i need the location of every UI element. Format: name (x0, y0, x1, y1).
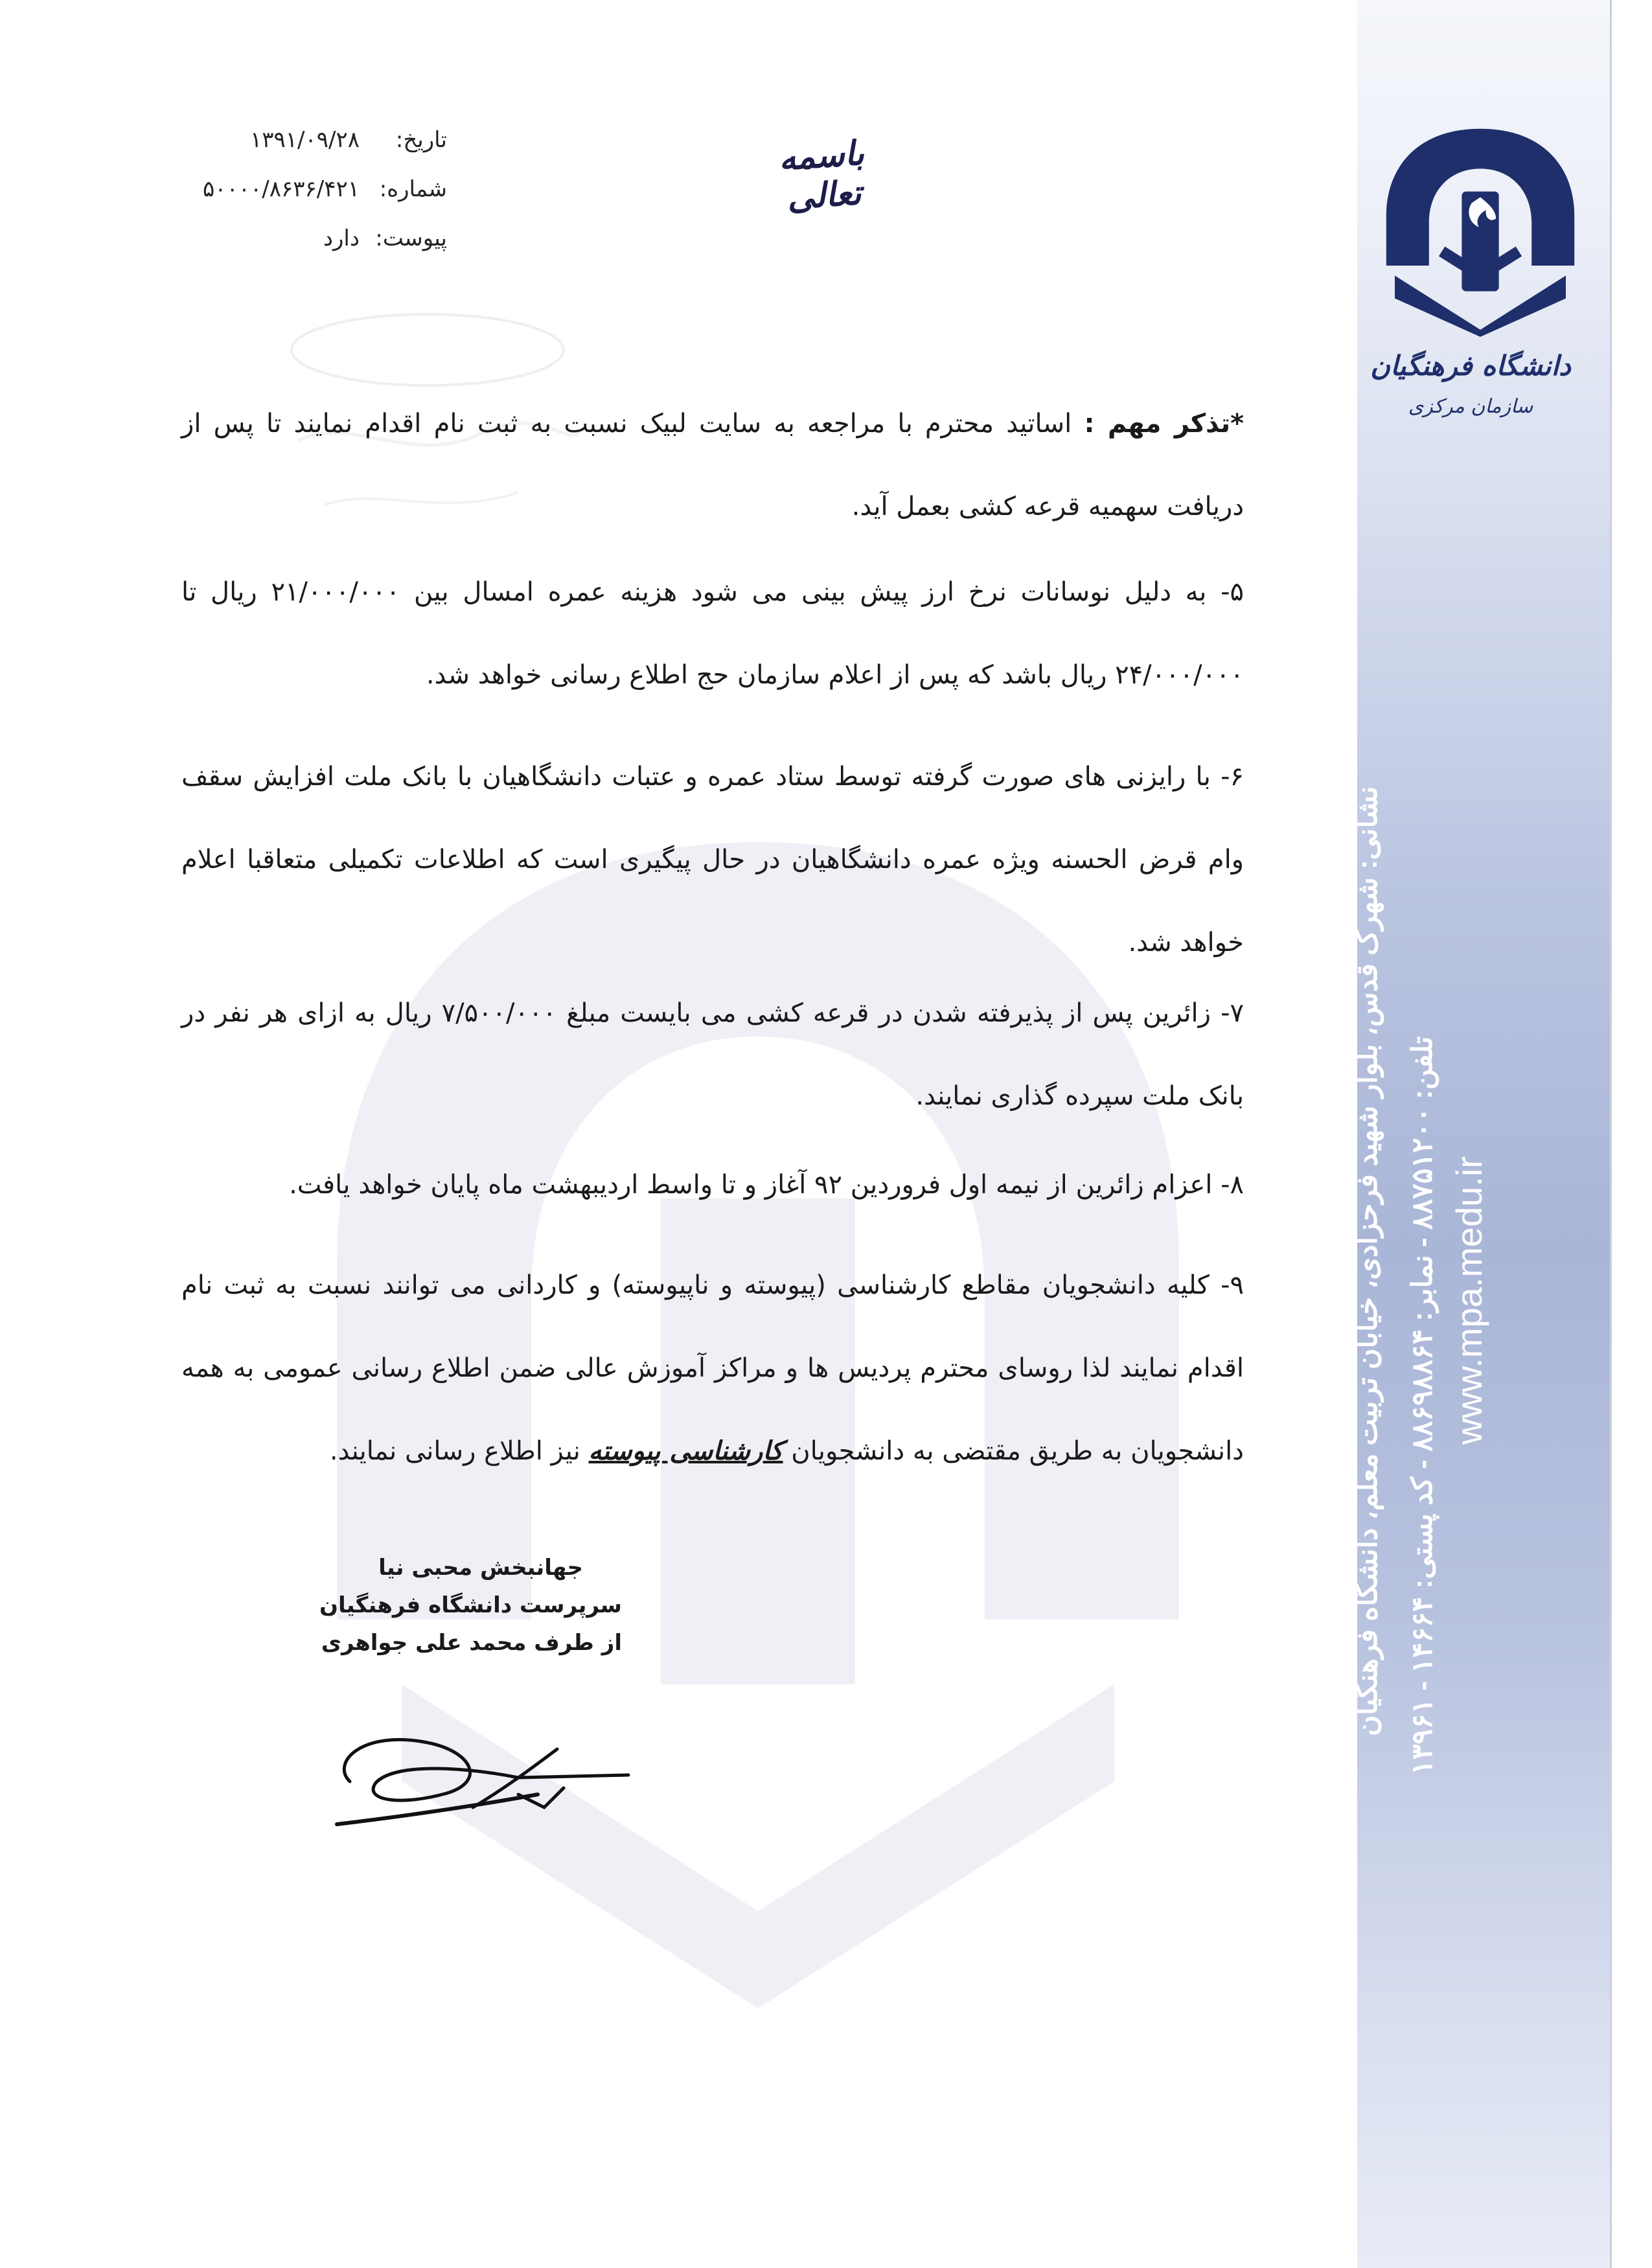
item-7-paragraph: ۷- زائرین پس از پذیرفته شدن در قرعه کشی می بایست مبلغ ۷/۵۰۰/۰۰۰ ریال به ازای هر نفر در بانک ملت سپرده گذاری نمایند. (181, 998, 1244, 1111)
contact-phones: تلفن: ۸۸۷۵۱۲۰۰ - نمابر: ۸۸۶۹۸۸۶۴ - کد پستی: ۱۴۶۶۴ - ۱۳۹۶۱ (1406, 1036, 1438, 1775)
item-9-emphasis: کارشناسی پیوسته (588, 1436, 783, 1466)
contact-website: www.mpa.medu.ir (1449, 1156, 1489, 1445)
basmala-heading: باسمه تعالی (777, 133, 866, 218)
number-value: ۵۰۰۰۰/۸۶۳۶/۴۲۱ (202, 176, 360, 202)
logo-title: دانشگاه فرهنگیان (1370, 350, 1571, 382)
logo-subtitle: سازمان مرکزی (1408, 395, 1533, 418)
reminder-prefix: *تذکر مهم : (1084, 409, 1245, 439)
item-9-paragraph (181, 1244, 1244, 1493)
item-5-paragraph: ۵- به دلیل نوسانات نرخ ارز پیش بینی می شود هزینه عمره امسال بین ۲۱/۰۰۰/۰۰۰ ریال تا ۲۴/۰۰۰/۰۰۰ ریال باشد که پس از اعلام سازمان حج اطلاع رسانی خواهد شد. (181, 577, 1245, 690)
reminder-paragraph (181, 382, 1244, 548)
handwritten-signature (324, 1710, 661, 1833)
number-label: شماره: (379, 176, 447, 202)
attachment-label: پیوست: (375, 225, 447, 251)
item-9-text-end: نیز اطلاع رسانی نمایند. (329, 1436, 589, 1466)
item-8-paragraph: ۸- اعزام زائرین از نیمه اول فروردین ۹۲ آغاز و تا واسط اردیبهشت ماه پایان خواهد یافت. (289, 1170, 1244, 1200)
signer-on-behalf: از طرف محمد علی جواهری (321, 1630, 622, 1656)
date-value: ۱۳۹۱/۰۹/۲۸ (249, 127, 360, 153)
signer-position: سرپرست دانشگاه فرهنگیان (319, 1592, 622, 1618)
page-edge-line (1610, 0, 1612, 2268)
item-6-paragraph: ۶- با رایزنی های صورت گرفته توسط ستاد عمره و عتبات دانشگاهیان با بانک ملت افزایش سقف وام قرض الحسنه ویژه عمره دانشگاهیان در حال پیگیری است که اطلاعات تکمیلی متعاقبا اعلام خواهد شد. (181, 762, 1244, 957)
reminder-text: اساتید محترم با مراجعه به سایت لبیک نسبت به ثبت نام اقدام نمایند تا پس از دریافت سهمیه قرعه کشی بعمل آید. (181, 409, 1244, 521)
university-emblem-icon (1373, 123, 1587, 337)
item-9-text-start: ۹- کلیه دانشجویان مقاطع کارشناسی (پیوسته و ناپیوسته) و کاردانی می توانند نسبت به ثبت نام اقدام نمایند لذا روسای محترم پردیس ها و مراکز آموزش عالی ضمن اطلاع رسانی عمومی به همه دانشجویان به طریق مقتضی به دانشجویان (181, 1270, 1244, 1466)
attachment-value: دارد (323, 225, 360, 251)
side-decorative-stripe (1357, 0, 1610, 2268)
date-label: تاریخ: (395, 127, 447, 153)
contact-address: نشانی: شهرک قدس، بلوار شهید فرحزادی، خیابان تربیت معلم، دانشگاه فرهنگیان (1351, 786, 1383, 1736)
signer-name: جهانبخش محبی نیا (378, 1555, 583, 1581)
